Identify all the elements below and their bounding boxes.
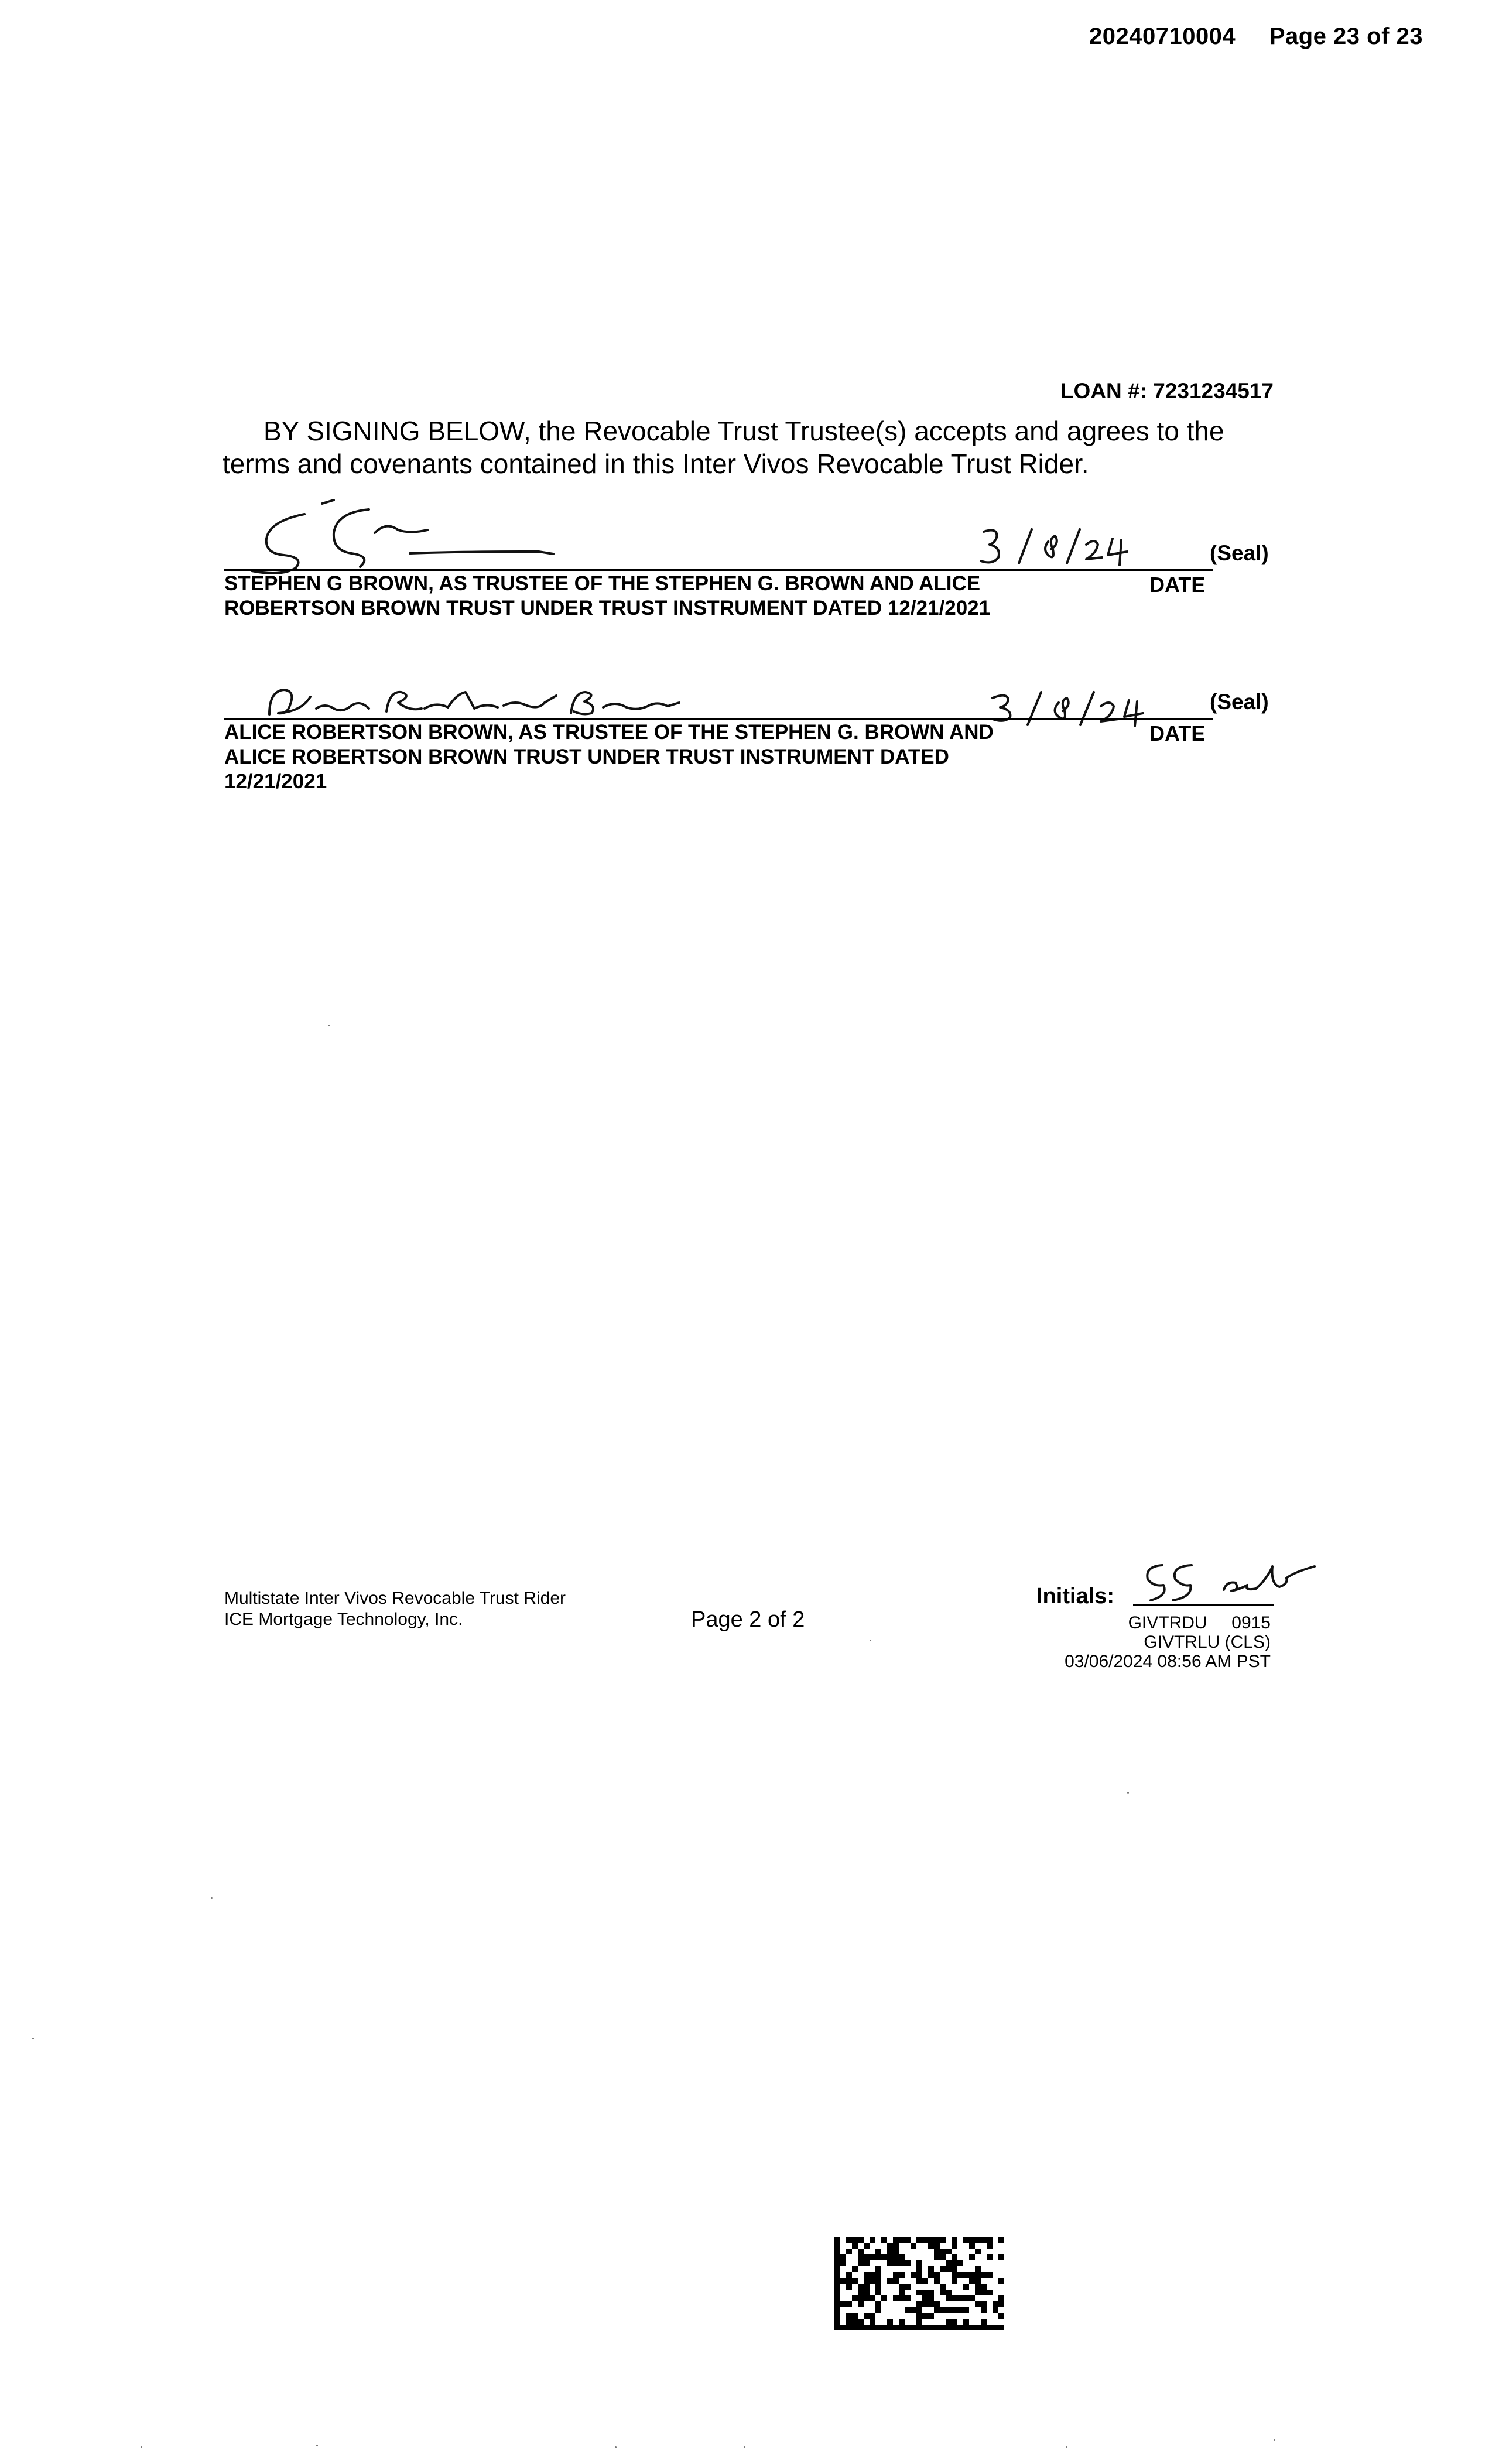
form-codes: [1065, 1613, 1271, 1671]
signing-paragraph: BY SIGNING BELOW, the Revocable Trust Trustee(s) accepts and agrees to the terms and covenants contained in this Inter Vivos Revocable Trust Rider.: [223, 416, 1224, 479]
form-timestamp: 03/06/2024 08:56 AM PST: [1065, 1652, 1271, 1671]
page-indicator: Page 23 of 23: [1269, 23, 1423, 49]
signer-name-2-line-2: ALICE ROBERTSON BROWN TRUST UNDER TRUST INSTRUMENT DATED: [224, 745, 949, 768]
2d-barcode-icon: [834, 2237, 1004, 2333]
form-title: Multistate Inter Vivos Revocable Trust Rider: [224, 1589, 566, 1608]
signer-name-1-line-1: STEPHEN G BROWN, AS TRUSTEE OF THE STEPHEN G. BROWN AND ALICE: [224, 572, 981, 595]
signature-stephen-brown: [234, 498, 586, 574]
form-page-number: Page 2 of 2: [691, 1607, 805, 1632]
initials-label: Initials:: [1036, 1584, 1115, 1609]
signer-name-1: [224, 571, 990, 621]
form-info: [224, 1588, 566, 1630]
signer-name-2-line-1: ALICE ROBERTSON BROWN, AS TRUSTEE OF THE STEPHEN G. BROWN AND: [224, 721, 994, 744]
signer-name-2-line-3: 12/21/2021: [224, 770, 327, 793]
signature-line-2: [224, 718, 1213, 720]
seal-label-2: (Seal): [1210, 690, 1269, 714]
form-code-1: GIVTRDU 0915: [1128, 1613, 1271, 1633]
seal-label-1: (Seal): [1210, 541, 1269, 565]
signature-line-1: [224, 569, 1213, 571]
signer-name-1-line-2: ROBERTSON BROWN TRUST UNDER TRUST INSTRUMENT DATED 12/21/2021: [224, 597, 991, 620]
date-label-2: DATE: [1149, 721, 1206, 745]
form-code-2: GIVTRLU (CLS): [1144, 1633, 1271, 1652]
page-header: [1089, 23, 1423, 50]
document-number: 20240710004: [1089, 23, 1236, 49]
handwritten-date-1: [966, 521, 1142, 574]
company-name: ICE Mortgage Technology, Inc.: [224, 1610, 463, 1629]
handwritten-date-2: [984, 685, 1159, 732]
signer-name-2: [224, 720, 994, 794]
date-label-1: DATE: [1149, 573, 1206, 597]
initials-line: [1133, 1604, 1274, 1606]
loan-number: LOAN #: 7231234517: [1060, 379, 1274, 403]
